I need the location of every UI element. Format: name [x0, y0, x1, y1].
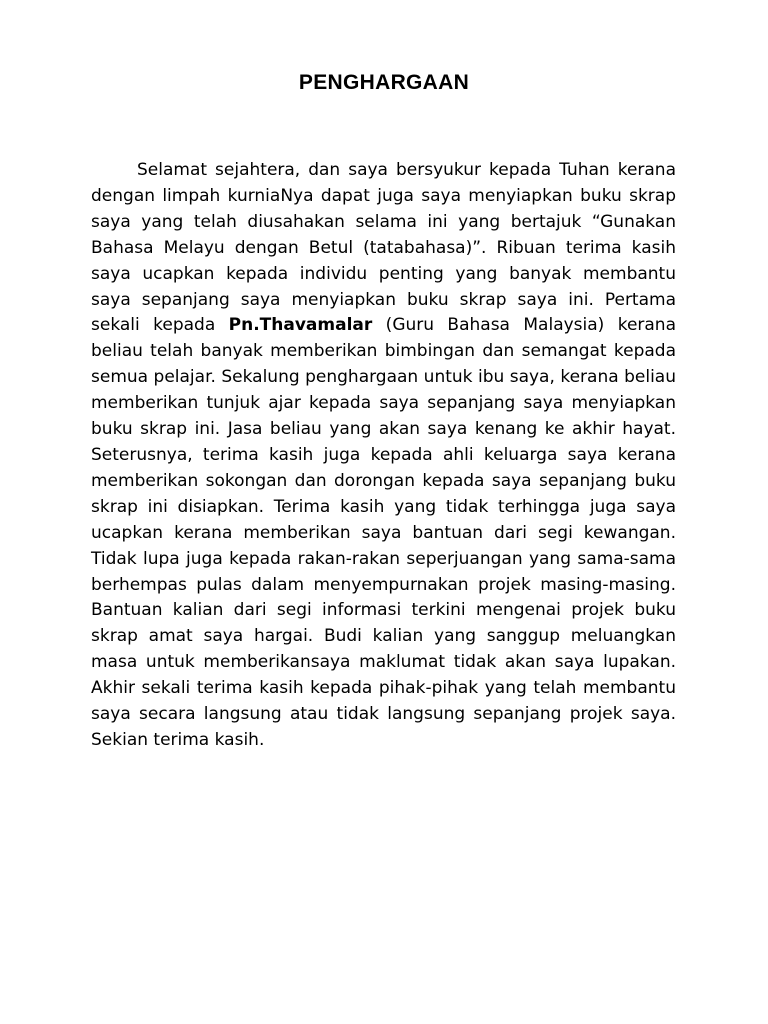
teacher-name: Pn.Thavamalar	[228, 315, 373, 336]
document-title: PENGHARGAAN	[298, 71, 470, 94]
paragraph-text-continued: (Guru Bahasa Malaysia) kerana beliau telah banyak memberikan bimbingan dan semangat kepada semua pelajar. Sekalung penghargaan untuk ibu saya, kerana beliau memberikan tunjuk ajar kepada saya sepanjang saya menyiapkan buku skrap ini. Jasa beliau yang akan saya kenang ke akhir hayat. Seterusnya, terima kasih juga kepada ahli keluarga saya kerana memberikan sokongan dan dorongan kepada saya sepanjang buku skrap ini disiapkan. Terima kasih yang tidak terhingga juga saya ucapkan kerana memberikan saya bantuan dari segi kewangan. Tidak lupa juga kepada rakan-rakan seperjuangan yang sama-sama berhempas pulas dalam menyempurnakan projek masing-masing. Bantuan kalian dari segi informasi terkini mengenai projek buku skrap amat saya hargai. Budi kalian yang sanggup meluangkan masa untuk memberikansaya maklumat tidak akan saya lupakan. Akhir sekali terima kasih kepada pihak-pihak yang telah membantu saya secara langsung atau tidak langsung sepanjang projek saya. Sekian terima kasih.	[91, 315, 676, 750]
acknowledgement-paragraph	[91, 158, 676, 754]
paragraph-text-intro: Selamat sejahtera, dan saya bersyukur kepada Tuhan kerana dengan limpah kurniaNya dapat juga saya menyiapkan buku skrap saya yang telah diusahakan selama ini yang bertajuk “Gunakan Bahasa Melayu dengan Betul (tatabahasa)”. Ribuan terima kasih saya ucapkan kepada individu penting yang banyak membantu saya sepanjang saya menyiapkan buku skrap saya ini. Pertama sekali kepada	[91, 160, 676, 336]
